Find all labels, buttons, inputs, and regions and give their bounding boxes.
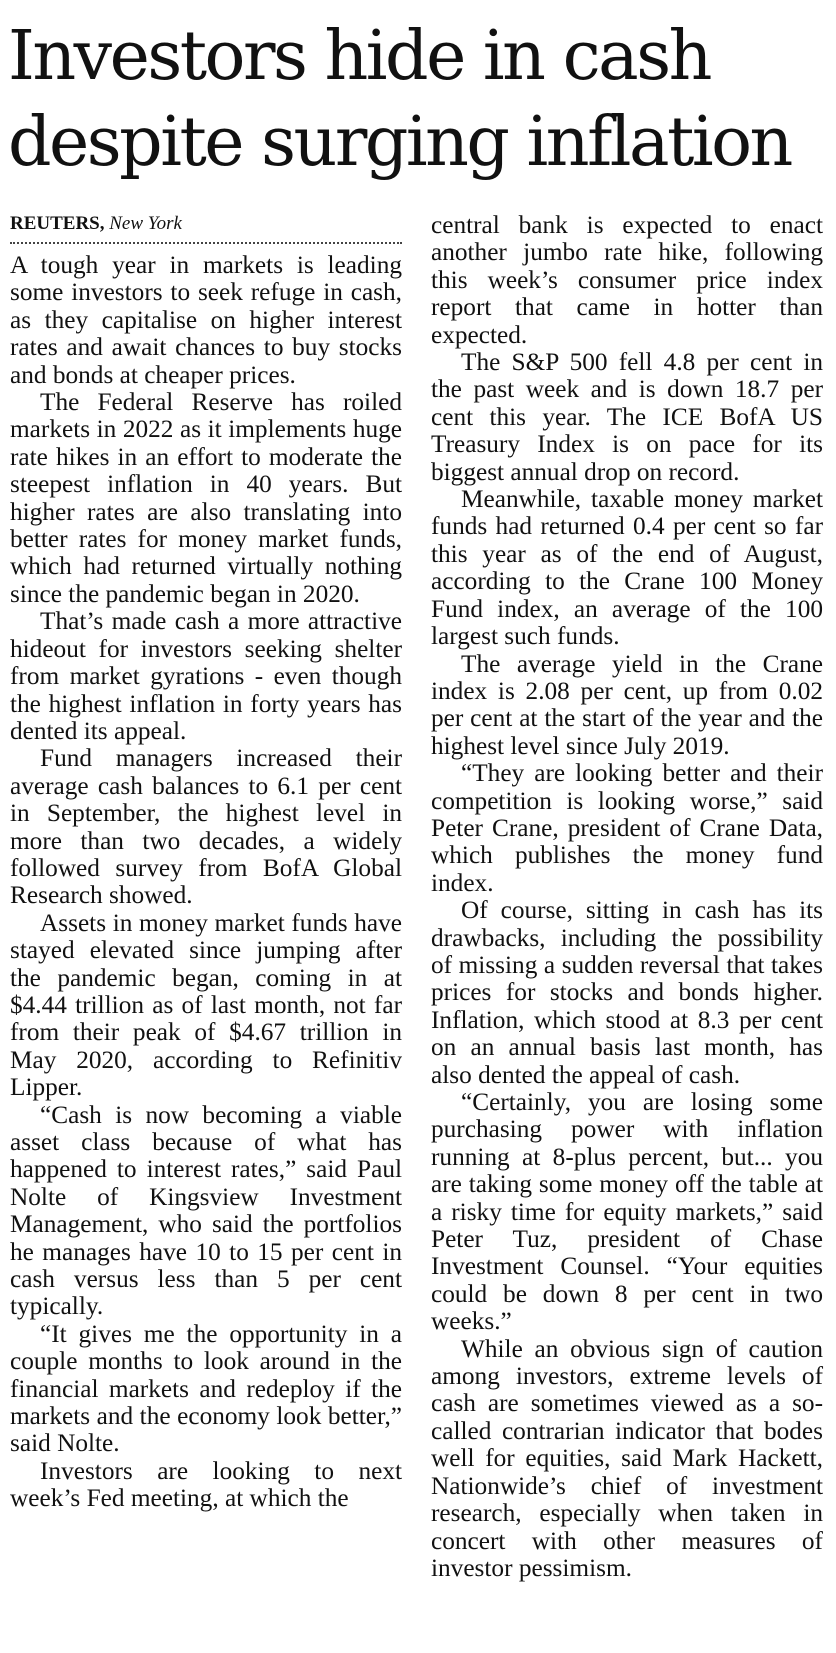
paragraph: “Certainly, you are losing some purchasing power with inflation running at 8-plus percent, but... you are taking some money off the table at a risky time for equity markets,” said Peter Tuz, president of Chase Investment Counsel. “Your equities could be down 8 per cent in two weeks.”	[431, 1088, 823, 1336]
article-column-right	[431, 212, 823, 1582]
paragraph: The average yield in the Crane index is 2.08 per cent, up from 0.02 per cent at the start of the year and the highest level since July 2019.	[431, 649, 823, 760]
paragraph: The Federal Reserve has roiled markets in 2022 as it implements huge rate hikes in an effort to moderate the steepest inflation in 40 years. But higher rates are also translating into better rates for money market funds, which had returned virtually nothing since the pandemic began in 2020.	[10, 388, 402, 608]
dotted-divider	[10, 242, 402, 244]
byline-location: New York	[109, 213, 182, 234]
byline	[10, 212, 402, 236]
paragraph: Assets in money market funds have stayed elevated since jumping after the pandemic began, coming in at $4.44 trillion as of last month, not far from their peak of $4.67 trillion in May 2020, according to Refinitiv Lipper.	[10, 908, 402, 1102]
paragraph: Fund managers increased their average cash balances to 6.1 per cent in September, the highest level in more than two decades, a widely followed survey from BofA Global Research showed.	[10, 744, 402, 910]
paragraph: The S&P 500 fell 4.8 per cent in the past week and is down 18.7 per cent this year. The ICE BofA US Treasury Index is on pace for its biggest annual drop on record.	[431, 348, 823, 486]
headline: Investors hide in cash despite surging inflation	[8, 17, 791, 182]
paragraph-continued: central bank is expected to enact another jumbo rate hike, following this week’s consumer price index report that came in hotter than expected.	[431, 211, 823, 349]
paragraph: “It gives me the opportunity in a couple months to look around in the financial markets and redeploy if the markets and the economy look better,” said Nolte.	[10, 1319, 402, 1458]
paragraph: While an obvious sign of caution among investors, extreme levels of cash are sometimes viewed as a so-called contrarian indicator that bodes well for equities, said Mark Hackett, Nationwide’s chief of investment research, especially when taken in concert with other measures of investor pessimism.	[431, 1334, 823, 1582]
byline-agency: REUTERS,	[10, 213, 105, 234]
paragraph: “Cash is now becoming a viable asset class because of what has happened to interest rates,” said Paul Nolte of Kingsview Investment Management, who said the portfolios he manages have 10 to 15 per cent in cash versus less than 5 per cent typically.	[10, 1100, 402, 1321]
paragraph: A tough year in markets is leading some investors to seek refuge in cash, as they capitalise on higher interest rates and await chances to buy stocks and bonds at cheaper prices.	[10, 251, 402, 389]
paragraph: Meanwhile, taxable money market funds had returned 0.4 per cent so far this year as of the end of August, according to the Crane 100 Money Fund index, an average of the 100 largest such funds.	[431, 485, 823, 651]
paragraph: “They are looking better and their competition is looking worse,” said Peter Crane, president of Crane Data, which publishes the money fund index.	[431, 759, 823, 897]
article-column-left	[10, 213, 402, 1513]
paragraph: Investors are looking to next week’s Fed meeting, at which the	[10, 1456, 402, 1513]
paragraph: Of course, sitting in cash has its drawbacks, including the possibility of missing a sudden reversal that takes prices for stocks and bonds higher. Inflation, which stood at 8.3 per cent on an annual basis last month, has also dented the appeal of cash.	[431, 896, 823, 1089]
paragraph: That’s made cash a more attractive hideout for investors seeking shelter from market gyrations - even though the highest inflation in forty years has dented its appeal.	[10, 607, 402, 745]
